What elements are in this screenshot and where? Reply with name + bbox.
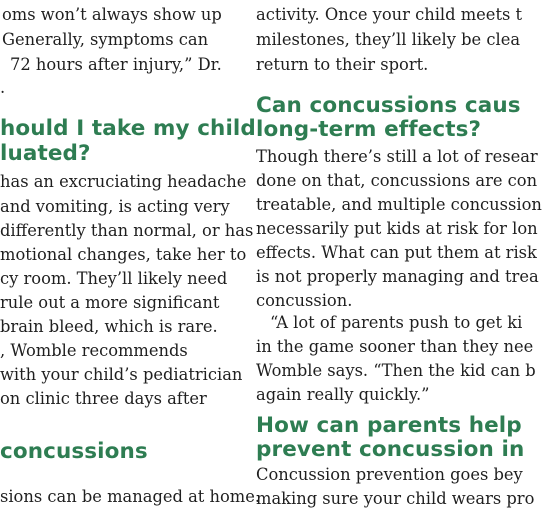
body-line: effects. What can put them at risk	[256, 243, 537, 262]
body-line: brain bleed, which is rare.	[0, 317, 218, 336]
body-line: differently than normal, or has	[0, 221, 254, 240]
section-heading: hould I take my child	[0, 116, 256, 141]
body-line: and vomiting, is acting very	[0, 197, 230, 216]
body-line: done on that, concussions are con	[256, 171, 538, 190]
body-line: cy room. They’ll likely need	[0, 269, 228, 288]
body-line: oms won’t always show up	[2, 5, 222, 24]
body-line: , Womble recommends	[0, 341, 188, 360]
section-heading: How can parents help	[256, 413, 522, 438]
body-line: .	[0, 78, 6, 97]
section-heading: long-term effects?	[256, 117, 482, 142]
body-line: has an excruciating headache	[0, 172, 247, 191]
body-line: sions can be managed at home.	[0, 487, 261, 506]
body-line: Concussion prevention goes bey	[256, 465, 523, 484]
body-line: 72 hours after injury,” Dr.	[10, 55, 222, 74]
body-line: is not properly managing and trea	[256, 267, 539, 286]
section-heading: Can concussions caus	[256, 93, 521, 118]
body-line: treatable, and multiple concussion	[256, 195, 542, 214]
body-line: Generally, symptoms can	[2, 30, 209, 49]
body-line: rule out a more significant	[0, 293, 220, 312]
body-line: concussion.	[256, 291, 353, 310]
body-line: on clinic three days after	[0, 389, 207, 408]
body-line: Though there’s still a lot of resear	[256, 147, 538, 166]
body-line: milestones, they’ll likely be clea	[256, 30, 521, 49]
body-line: with your child’s pediatrician	[0, 365, 243, 384]
body-line: Womble says. “Then the kid can b	[256, 361, 536, 380]
body-line: again really quickly.”	[256, 385, 430, 404]
section-heading: concussions	[0, 439, 148, 464]
body-line: necessarily put kids at risk for lon	[256, 219, 538, 238]
body-line: in the game sooner than they nee	[256, 337, 534, 356]
section-heading: prevent concussion in	[256, 437, 525, 462]
body-line: making sure your child wears pro	[256, 489, 535, 508]
body-line: motional changes, take her to	[0, 245, 247, 264]
body-line: activity. Once your child meets t	[256, 5, 523, 24]
body-line: “A lot of parents push to get ki	[270, 313, 523, 332]
section-heading: luated?	[0, 141, 91, 166]
body-line: return to their sport.	[256, 55, 429, 74]
